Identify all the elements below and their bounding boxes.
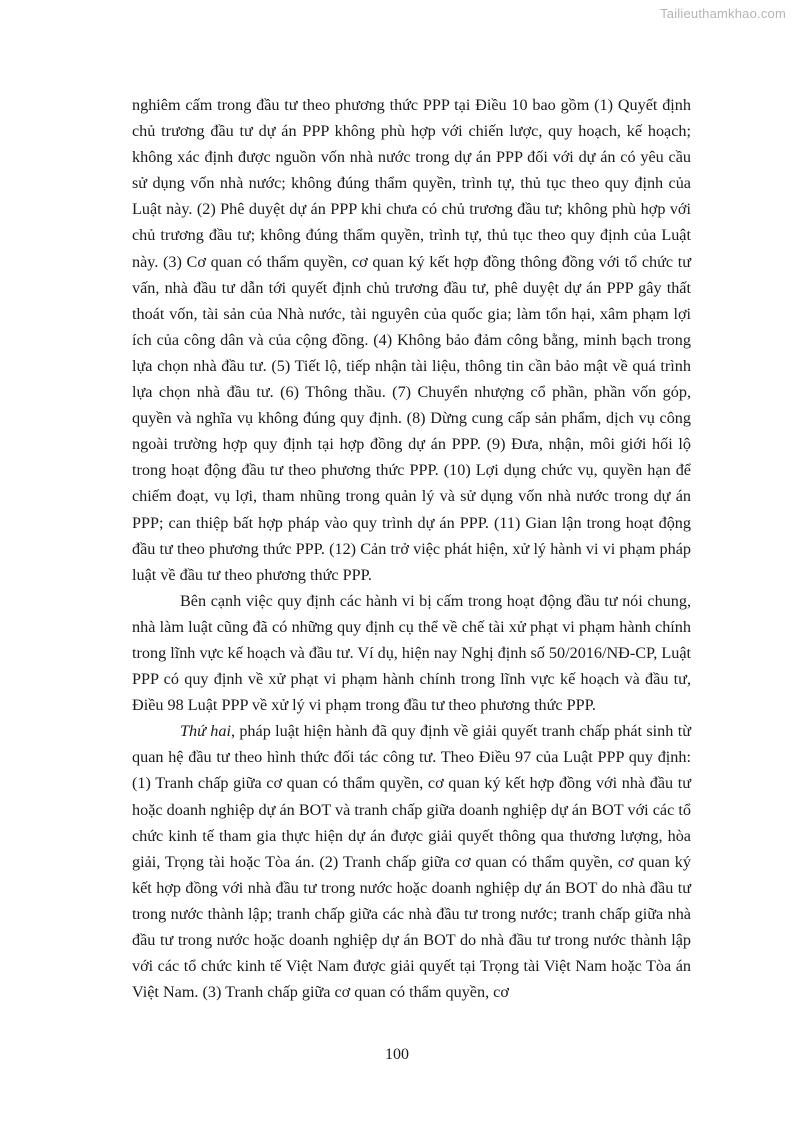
document-body: [132, 92, 691, 1005]
paragraph-lead-italic: Thứ hai: [180, 722, 231, 741]
watermark: Tailieuthamkhao.com: [660, 6, 786, 21]
paragraph-dispute-text: , pháp luật hiện hành đã quy định về giải quyết tranh chấp phát sinh từ quan hệ đầu tư theo hình thức đối tác công tư. Theo Điều 97 của Luật PPP quy định: (1) Tranh chấp giữa cơ quan có thẩm quyền, cơ quan ký kết hợp đồng với nhà đầu tư hoặc doanh nghiệp dự án BOT và tranh chấp giữa doanh nghiệp dự án BOT với các tổ chức kinh tế tham gia thực hiện dự án được giải quyết thông qua thương lượng, hòa giải, Trọng tài hoặc Tòa án. (2) Tranh chấp giữa cơ quan có thẩm quyền, cơ quan ký kết hợp đồng với nhà đầu tư trong nước hoặc doanh nghiệp dự án BOT do nhà đầu tư trong nước thành lập; tranh chấp giữa các nhà đầu tư trong nước; tranh chấp giữa nhà đầu tư trong nước hoặc doanh nghiệp dự án BOT do nhà đầu tư trong nước thành lập với các tổ chức kinh tế Việt Nam được giải quyết tại Trọng tài Việt Nam hoặc Tòa án Việt Nam. (3) Tranh chấp giữa cơ quan có thẩm quyền, cơ: [132, 722, 691, 1002]
paragraph-prohibited-acts: nghiêm cấm trong đầu tư theo phương thức PPP tại Điều 10 bao gồm (1) Quyết định chủ trương đầu tư dự án PPP không phù hợp với chiến lược, quy hoạch, kế hoạch; không xác định được nguồn vốn nhà nước trong dự án PPP đối với dự án có yêu cầu sử dụng vốn nhà nước; không đúng thẩm quyền, trình tự, thủ tục theo quy định của Luật này. (2) Phê duyệt dự án PPP khi chưa có chủ trương đầu tư; không phù hợp với chủ trương đầu tư; không đúng thẩm quyền, trình tự, thủ tục theo quy định của Luật này. (3) Cơ quan có thẩm quyền, cơ quan ký kết hợp đồng thông đồng với tổ chức tư vấn, nhà đầu tư dẫn tới quyết định chủ trương đầu tư, phê duyệt dự án PPP gây thất thoát vốn, tài sản của Nhà nước, tài nguyên của quốc gia; làm tổn hại, xâm phạm lợi ích của công dân và của cộng đồng. (4) Không bảo đảm công bằng, minh bạch trong lựa chọn nhà đầu tư. (5) Tiết lộ, tiếp nhận tài liệu, thông tin cần bảo mật về quá trình lựa chọn nhà đầu tư. (6) Thông thầu. (7) Chuyển nhượng cổ phần, phần vốn góp, quyền và nghĩa vụ không đúng quy định. (8) Dừng cung cấp sản phẩm, dịch vụ công ngoài trường hợp quy định tại hợp đồng dự án PPP. (9) Đưa, nhận, môi giới hối lộ trong hoạt động đầu tư theo phương thức PPP. (10) Lợi dụng chức vụ, quyền hạn để chiếm đoạt, vụ lợi, tham nhũng trong quản lý và sử dụng vốn nhà nước trong dự án PPP; can thiệp bất hợp pháp vào quy trình dự án PPP. (11) Gian lận trong hoạt động đầu tư theo phương thức PPP. (12) Cản trở việc phát hiện, xử lý hành vi vi phạm pháp luật về đầu tư theo phương thức PPP.: [132, 96, 691, 584]
paragraph-administrative-sanctions: Bên cạnh việc quy định các hành vi bị cấm trong hoạt động đầu tư nói chung, nhà làm luật cũng đã có những quy định cụ thể về chế tài xử phạt vi phạm hành chính trong lĩnh vực kế hoạch và đầu tư. Ví dụ, hiện nay Nghị định số 50/2016/NĐ-CP, Luật PPP có quy định về xử phạt vi phạm hành chính trong lĩnh vực kế hoạch và đầu tư, Điều 98 Luật PPP về xử lý vi phạm trong đầu tư theo phương thức PPP.: [132, 591, 692, 715]
page-number: 100: [385, 1046, 409, 1063]
paragraph-dispute-resolution: [132, 718, 691, 1005]
